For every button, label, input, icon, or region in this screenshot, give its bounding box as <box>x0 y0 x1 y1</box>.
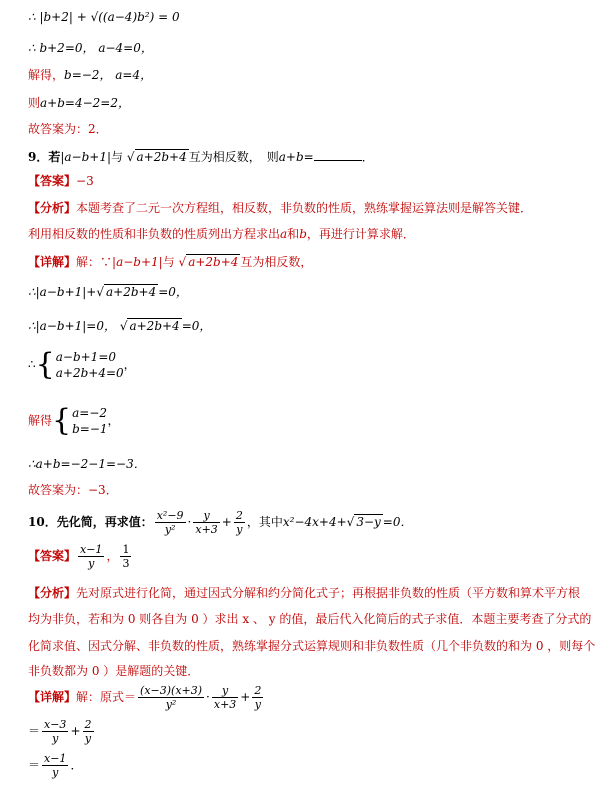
solve-line: 解得，b=−2， a=4， <box>28 68 153 82</box>
q9-analysis-2: 利用相反数的性质和非负数的性质列出方程求出a和b，再进行计算求解． <box>28 227 415 241</box>
answer-blank <box>314 148 362 161</box>
q9-detail: 【详解】解：∵|a−b+1|与 √ a+2b+4 互为相反数， <box>28 255 313 269</box>
q10-analysis-3: 化简求值、因式分解、非负数的性质，熟练掌握分式运算规则和非负数性质（几个非负数的和为 0 ，则每个 <box>28 639 596 653</box>
q10-answer: 【答案】 $\frac{x-1}{y}$ ， $\frac{1}{3}$ <box>28 543 130 570</box>
q9-answer: 【答案】−3 <box>28 174 94 188</box>
equation-line-1: ∴ |b+2| + √((a−4)b²) = 0 <box>28 10 180 24</box>
q9-analysis-1: 【分析】本题考查了二元一次方程组，相反数，非负数的性质，熟练掌握运算法则是解答关键． <box>28 201 533 215</box>
question-9: 9．若|a−b+1|与 √ a+2b+4 互为相反数， 则a+b= ． <box>28 150 374 164</box>
q10-analysis-1: 【分析】先对原式进行化简，通过因式分解和约分简化式子；再根据非负数的性质（平方数和算术平方根 <box>28 586 581 600</box>
q9-system: ∴{ a−b+1=0 a+2b+4=0 ， <box>28 347 136 382</box>
sum-line: 则a+b=4−2=2， <box>28 96 130 110</box>
q10-analysis-2: 均为非负，若和为 0 则各自为 0 ）求出 x 、 y 的值，最后代入化简后的式子求值．本题主要考查了分式的 <box>28 612 592 626</box>
q9-solution: 解得{ a=−2 b=−1 ， <box>28 403 120 438</box>
q10-step-1: ＝ $\frac{x-3}{y}$ + $\frac{2}{y}$ <box>28 718 92 745</box>
q9-calc: ∴a+b=−2−1=−3． <box>28 457 146 471</box>
q9-step-2: ∴|a−b+1|=0， √ a+2b+4 =0， <box>28 319 212 333</box>
q9-final: 故答案为：−3． <box>28 483 118 497</box>
brace-icon: { <box>52 403 72 438</box>
brace-icon: { <box>35 347 55 382</box>
q10-analysis-4: 非负数都为 0 ）是解题的关键． <box>28 664 200 678</box>
question-10: 10．先化简，再求值： $\frac{\text{x²−9}}{\text{y²}}$ · $\frac{y}{x+3}$ + $\frac{2}{y}$ ，其中x²−4x+4+√ 3−y =0． <box>28 509 413 536</box>
q10-detail: 【详解】解：原式＝ $\frac{(x-3)(x+3)}{\text{y²}}$ · $\frac{y}{x+3}$ + $\frac{2}{y}$ <box>28 684 262 711</box>
q10-step-2: ＝ $\frac{x-1}{y}$ ． <box>28 752 83 779</box>
final-answer-line: 故答案为：2． <box>28 122 108 136</box>
q9-step-1: ∴|a−b+1|+√ a+2b+4 =0， <box>28 285 188 299</box>
equation-line-2: ∴ b+2=0， a−4=0， <box>28 41 153 55</box>
